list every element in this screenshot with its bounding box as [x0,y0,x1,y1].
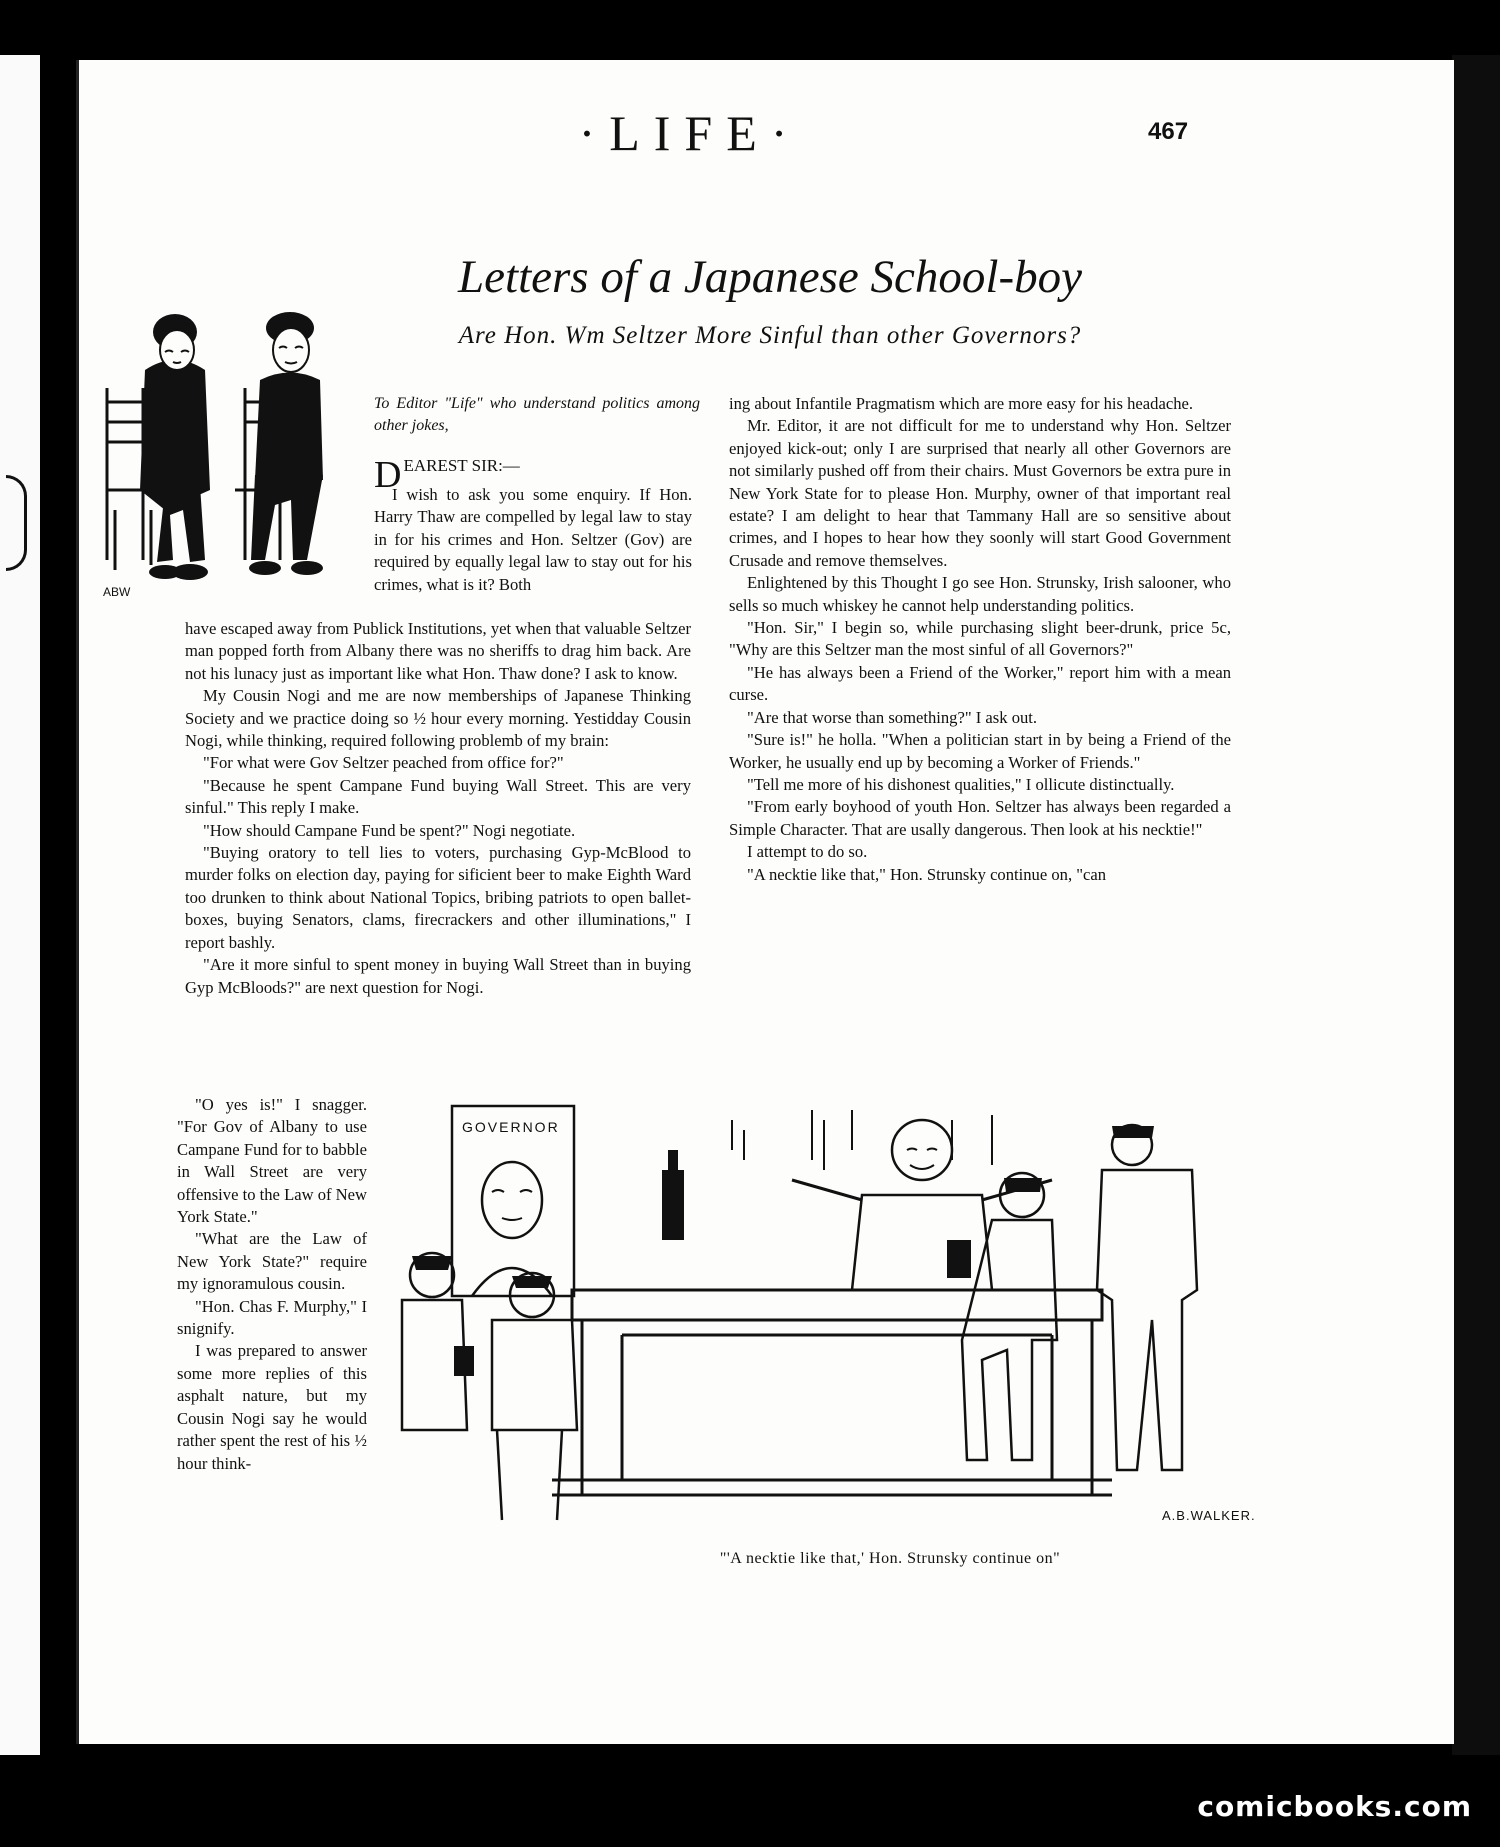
paragraph: ing about Infantile Pragmatism which are more easy for his headache. [729,394,1194,413]
page-number: 467 [1148,118,1189,145]
paragraph: "What are the Law of New York State?" require my ignoramulous cousin. [177,1229,367,1294]
column-1-top [374,484,692,596]
paragraph: "From early boyhood of youth Hon. Seltzer has always been regarded a Simple Character. That are usally dangerous. Then look at his necktie!" [729,797,1231,839]
paragraph: "Hon. Sir," I begin so, while purchasing slight beer-drunk, price 5c, "Why are this Seltzer man the most sinful of all Governors?" [729,618,1231,660]
paragraph: "Because he spent Campane Fund buying Wall Street. This are very sinful." This reply I make. [185,775,691,818]
watermark: comicbooks.com [1197,1790,1472,1823]
governor-sign-text: GOVERNOR [462,1119,560,1135]
column-1-narrow [177,1094,367,1475]
illustration-signature: A.B.WALKER. [1162,1508,1256,1523]
masthead: ·LIFE· [578,105,802,161]
paragraph: My Cousin Nogi and me are now memberships of Japanese Thinking Society and we practice doing so ½ hour every morning. Yestidday Cousin Nogi, while thinking, required following problemb of my brain: [185,686,691,751]
article-subtitle: Are Hon. Wm Seltzer More Sinful than other Governors? [458,322,1082,349]
paragraph: have escaped away from Publick Institutions, yet when that valuable Seltzer man popped forth from Albany there was no sheriffs to drag him back. Are not his lunacy just as important like what Hon. Thaw done? I ask to know. [185,619,691,683]
adjacent-page-edge [0,55,40,1755]
illustration-signature: ABW [103,585,131,599]
paragraph: "For what were Gov Seltzer peached from office for?" [203,753,564,773]
article-title: Letters of a Japanese School-boy [458,251,1082,303]
salutation-text: EAREST SIR:— [403,456,520,475]
saloon-illustration [392,1100,1327,1544]
paragraph: "Buying oratory to tell lies to voters, purchasing Gyp-McBlood to murder folks on election day, paying for sificient beer to make Eighth Ward too drunken to think about National Topics, bribing patriots to open ballet-boxes, buying Senators, clams, firecrackers and other illuminations," I report bashly. [185,843,691,952]
paragraph: I wish to ask you some enquiry. If Hon. Harry Thaw are compelled by legal law to stay in for his crimes and Hon. Seltzer (Gov) are required by equally legal law to stay out for his crimes, what is it? Both [374,485,692,594]
paragraph: "O yes is!" I snagger. "For Gov of Albany to use Campane Fund for to babble in Wall Street are very offensive to the Law of New York State." [177,1095,368,1227]
paragraph: "Tell me more of his dishonest qualities," I ollicute distinctually. [747,774,1175,794]
paragraph: Mr. Editor, it are not difficult for me to understand why Hon. Seltzer enjoyed kick-out; only I are surprised that nearly all other Governors are not similarly pushed off from their chairs. Must Governors be extra pure in New York State for to please Hon. Murphy, owner of that important real estate? I am delight to hear that Tammany Hall are so sensitive about crimes, and I hopes to hear how they soonly will start Good Government Crusade and remove themselves. [729,416,1231,570]
adjacent-page-mark [6,475,27,571]
paragraph: "He has always been a Friend of the Worker," report him with a mean curse. [729,662,1231,705]
paragraph: I was prepared to answer some more replies of this asphalt nature, but my Cousin Nogi say he would rather spent the rest of his ½ hour think- [177,1341,367,1473]
paragraph: "Are that worse than something?" I ask out. [747,707,1038,727]
paragraph: Enlightened by this Thought I go see Hon. Strunsky, Irish salooner, who sells so much whiskey he cannot help understanding politics. [729,573,1231,615]
addressee-line: To Editor "Life" who understand politics among other jokes, [374,395,700,434]
illustration-caption: "'A necktie like that,' Hon. Strunsky continue on" [719,1550,1061,1567]
drop-cap: D [374,454,402,496]
schoolboys-illustration [95,310,353,606]
paragraph: "Are it more sinful to spent money in buying Wall Street than in buying Gyp McBloods?" are next question for Nogi. [185,955,691,997]
scan-border [1452,55,1500,1755]
column-1-main [185,618,691,999]
paragraph: "A necktie like that," Hon. Strunsky continue on, "can [747,864,1107,884]
paragraph: "Hon. Chas F. Murphy," I snignify. [177,1296,367,1339]
column-2 [729,393,1231,886]
paragraph: "Sure is!" he holla. "When a politician start in by being a Friend of the Worker, he usually end up by becoming a Worker of Friends." [729,730,1231,772]
paragraph: I attempt to do so. [747,842,868,862]
paragraph: "How should Campane Fund be spent?" Nogi negotiate. [203,820,576,840]
